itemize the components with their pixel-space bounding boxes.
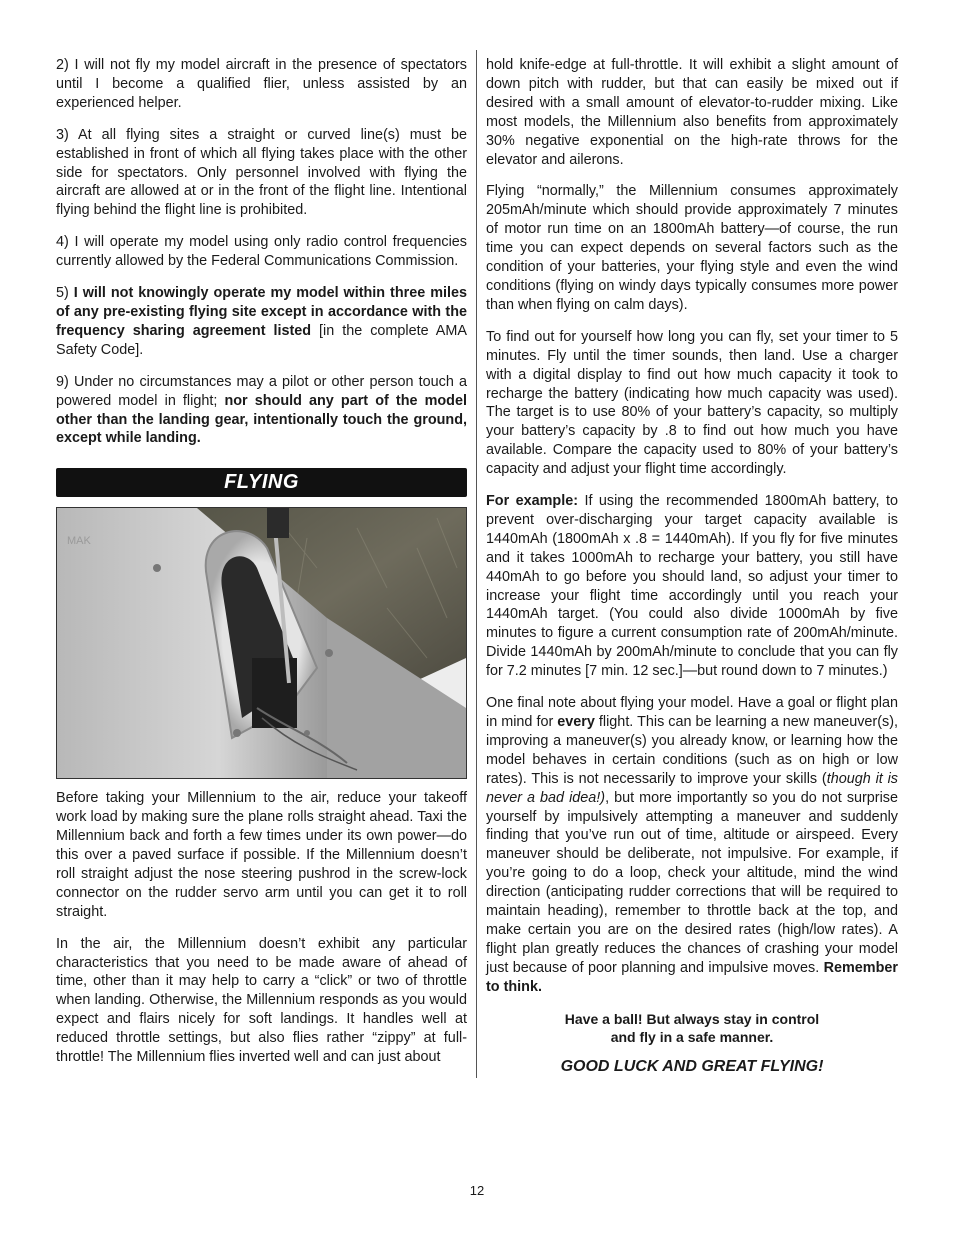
safety-rule-9: 9) Under no circumstances may a pilot or other person touch a powered model in flight; nor should any part of the model other than the landing gear, intentionally touch the ground, except while landing. — [56, 373, 467, 447]
page-number: 12 — [469, 1183, 485, 1198]
flying-paragraph-2: In the air, the Millennium doesn’t exhibit any particular characteristics that you need to be made aware of ahead of time, other than it may help to carry a “click” or two of throttle when landing. Otherwise, the Millennium responds as you would expect and flairs nicely for soft landings. It handles well at reduced throttle settings, but also flies rather “zippy” at full-throttle! The Millennium flies inverted well and can just about — [56, 935, 467, 1066]
example-paragraph: For example: If using the recommended 1800mAh battery, to prevent over-discharging your target capacity available is 1440mAh (1800mAh x .8 = 1440mAh). If you fly for five minutes and it takes 1000mAh to recharge your battery, you still have 440mAh to go before you should land, so adjust your timer to increase your flight time accordingly until you reach your 1440mAh target. (You could also divide 1000mAh by five minutes to figure a current consumption rate of 200mAh/minute. Divide 1440mAh by 200mAh/minute to conclude that you can fly for 7.2 minutes [7 min. 12 sec.]—but round down to 7 minutes.) — [486, 493, 898, 680]
closing-message: Have a ball! But always stay in control and fly in a safe manner. — [564, 1010, 820, 1045]
section-title: FLYING — [224, 471, 299, 494]
aircraft-photo — [56, 507, 467, 779]
photo-fuselage-label: MAK — [67, 535, 91, 548]
handling-paragraph: hold knife-edge at full-throttle. It will exhibit a slight amount of down pitch with rudder, but that can easily be mixed out if desired with a small amount of elevator-to-rudder mixing. Like most models, the Millennium also benefits from approximately 30% negative exponential on the high-rate throws for the elevator and ailerons. — [486, 57, 898, 168]
section-banner-flying — [56, 468, 467, 497]
column-divider — [476, 50, 477, 1078]
flying-paragraph-1: Before taking your Millennium to the air, reduce your takeoff work load by making sure the plane rolls straight ahead. Taxi the Millennium back and forth a few times under its own power—do this over a paved surface if possible. If the Millennium doesn’t roll straight adjust the nose steering pushrod in the screw-lock connector on the rudder servo arm until you can get it to roll straight. — [56, 790, 467, 920]
safety-rule-5: 5) I will not knowingly operate my model within three miles of any pre-existing flying site except in accordance with the frequency sharing agreement listed [in the complete AMA Safety Code]. — [56, 285, 467, 358]
consumption-paragraph: Flying “normally,” the Millennium consumes approximately 205mAh/minute which should provide approximately 7 minutes of motor run time on an 1800mAh battery—of course, the run time you can expect depends on several factors such as the condition of your batteries, your flying style and even the wind conditions (flying on windy days typically consumes more power than when flying on calm days). — [486, 183, 898, 313]
final-note-paragraph: One final note about flying your model. Have a goal or flight plan in mind for every flight. This can be learning a new maneuver(s), improving a maneuver(s) you already know, or learning how the model behaves in certain conditions (such as on high or low rates). This is not necessarily to improve your skills (though it is never a bad idea!), but more importantly so you do not surprise yourself by impulsively attempting a maneuver and suddenly finding that you’ve run out of time, altitude or airspeed. Every maneuver should be deliberate, not impulsive. For example, if you’re going to do a loop, check your altitude, mind the wind direction (anticipating rudder corrections that will be required to maintain heading), remember to throttle back at the top, and make certain you are on the desired rates (high/low rates). A flight plan greatly reduces the chances of crashing your model just because of poor planning and impulsive moves. Remember to think. — [486, 695, 898, 995]
closing-slogan: GOOD LUCK AND GREAT FLYING! — [560, 1057, 824, 1075]
left-column — [56, 56, 467, 1080]
safety-rule-3: 3) At all flying sites a straight or curved line(s) must be established in front of which all flying takes place with the other side for spectators. Only personnel involved with flying the aircraft are allowed at or in the front of the flight line. Intentional flying behind the flight line is prohibited. — [56, 126, 467, 219]
timer-paragraph: To find out for yourself how long you can fly, set your timer to 5 minutes. Fly until the timer sounds, then land. Use a charger with a digital display to find out how much capacity it took to recharge the battery (indicating how much capacity was used). The target is to use 80% of your battery’s capacity, so multiply your battery’s capacity by .8 to find out how much you have available. Compare the capacity used to 80% of your battery’s capacity and adjust your flight time accordingly. — [486, 328, 898, 478]
safety-rule-2: 2) I will not fly my model aircraft in the presence of spectators until I become a qualified flier, unless assisted by an experienced helper. — [56, 57, 467, 111]
safety-rule-4: 4) I will operate my model using only radio control frequencies currently allowed by the Federal Communications Commission. — [56, 234, 467, 270]
right-column — [486, 56, 898, 1077]
